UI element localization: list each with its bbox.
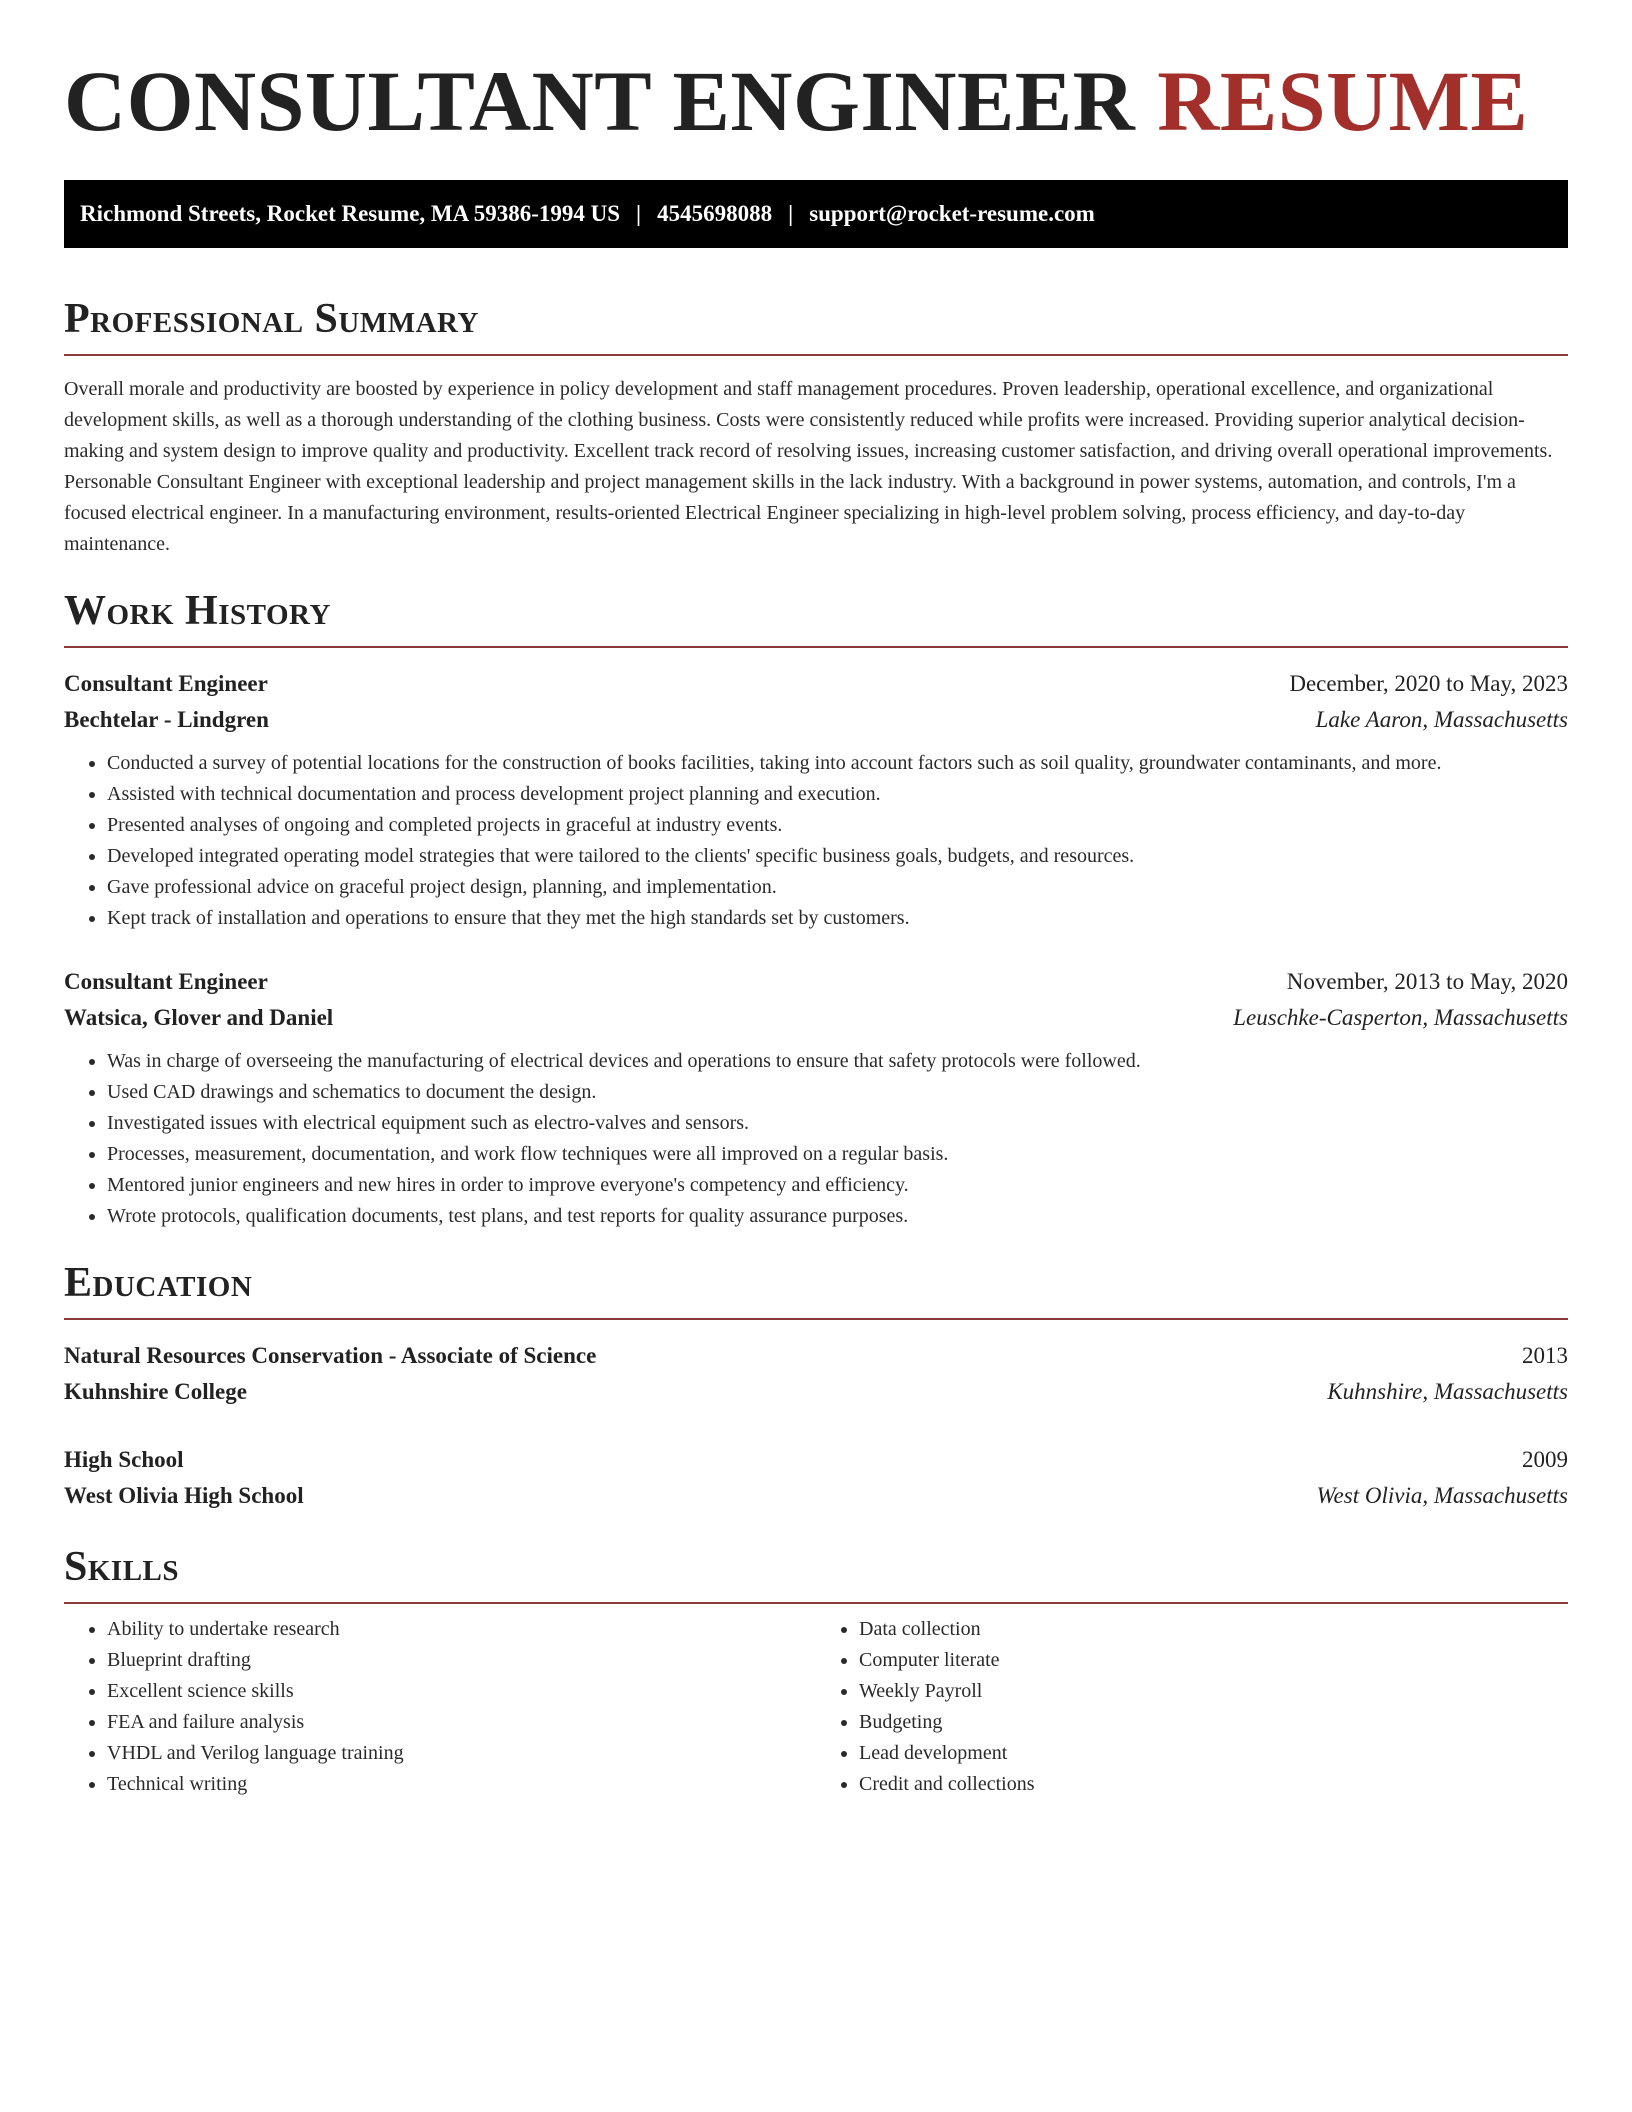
education-school-row — [64, 1478, 1568, 1514]
job-title: Consultant Engineer — [64, 969, 268, 994]
job-company-row — [64, 1000, 1568, 1036]
list-item: • Conducted a survey of potential locations for the construction of books facilities, taking into account factors such as soil quality, groundwater contaminants, and more. — [107, 748, 1568, 779]
skills-section — [64, 1546, 1568, 1800]
contact-separator: | — [788, 201, 794, 226]
list-item: • Data collection — [859, 1614, 1568, 1645]
contact-separator: | — [636, 201, 642, 226]
education-school: Kuhnshire College — [64, 1379, 247, 1404]
education-heading: Education — [64, 1260, 253, 1306]
list-item: • Ability to undertake research — [107, 1614, 816, 1645]
job-entry — [64, 964, 1568, 1232]
list-item: • Excellent science skills — [107, 1676, 816, 1707]
work-history-heading: Work History — [64, 588, 331, 634]
list-item: • Investigated issues with electrical equipment such as electro-valves and sensors. — [107, 1108, 1568, 1139]
education-location: Kuhnshire, Massachusetts — [1327, 1379, 1568, 1404]
job-title: Consultant Engineer — [64, 671, 268, 696]
list-item: • Computer literate — [859, 1645, 1568, 1676]
job-company-row — [64, 702, 1568, 738]
skills-column-left — [64, 1614, 816, 1800]
job-dates: November, 2013 to May, 2020 — [1286, 969, 1568, 994]
section-divider — [64, 1318, 1568, 1320]
contact-bar — [64, 180, 1568, 248]
title-main: CONSULTANT ENGINEER — [64, 53, 1136, 149]
list-item: • FEA and failure analysis — [107, 1707, 816, 1738]
summary-heading: Professional Summary — [64, 296, 479, 342]
job-entry — [64, 666, 1568, 934]
list-item: • Used CAD drawings and schematics to document the design. — [107, 1077, 1568, 1108]
job-bullets — [64, 1046, 1568, 1232]
resume-title — [64, 53, 1568, 149]
education-degree-row — [64, 1338, 1568, 1374]
skills-heading: Skills — [64, 1544, 180, 1590]
job-company: Watsica, Glover and Daniel — [64, 1005, 334, 1030]
skills-list — [64, 1614, 816, 1800]
education-degree: Natural Resources Conservation - Associate of Science — [64, 1343, 597, 1368]
summary-section — [64, 298, 1568, 560]
list-item: • Processes, measurement, documentation, and work flow techniques were all improved on a regular basis. — [107, 1139, 1568, 1170]
education-location: West Olivia, Massachusetts — [1316, 1483, 1568, 1508]
list-item: • Blueprint drafting — [107, 1645, 816, 1676]
section-divider — [64, 646, 1568, 648]
list-item: • Lead development — [859, 1738, 1568, 1769]
education-entry — [64, 1442, 1568, 1514]
contact-phone: 4545698088 — [657, 201, 773, 226]
job-bullets — [64, 748, 1568, 934]
education-degree-row — [64, 1442, 1568, 1478]
list-item: • Weekly Payroll — [859, 1676, 1568, 1707]
skills-column-right — [816, 1614, 1568, 1800]
job-location: Lake Aaron, Massachusetts — [1315, 707, 1568, 732]
list-item: • Gave professional advice on graceful project design, planning, and implementation. — [107, 872, 1568, 903]
list-item: • Was in charge of overseeing the manufacturing of electrical devices and operations to ensure that safety protocols were followed. — [107, 1046, 1568, 1077]
job-location: Leuschke-Casperton, Massachusetts — [1233, 1005, 1568, 1030]
section-divider — [64, 1602, 1568, 1604]
list-item: • Credit and collections — [859, 1769, 1568, 1800]
list-item: • VHDL and Verilog language training — [107, 1738, 816, 1769]
contact-address: Richmond Streets, Rocket Resume, MA 59386-1994 US — [80, 201, 621, 226]
title-accent: RESUME — [1157, 53, 1529, 149]
list-item: • Mentored junior engineers and new hires in order to improve everyone's competency and efficiency. — [107, 1170, 1568, 1201]
section-divider — [64, 354, 1568, 356]
job-dates: December, 2020 to May, 2023 — [1289, 671, 1568, 696]
skills-grid — [64, 1614, 1568, 1800]
list-item: • Budgeting — [859, 1707, 1568, 1738]
list-item: • Assisted with technical documentation and process development project planning and execution. — [107, 779, 1568, 810]
list-item: • Kept track of installation and operations to ensure that they met the high standards set by customers. — [107, 903, 1568, 934]
education-degree: High School — [64, 1447, 184, 1472]
education-school-row — [64, 1374, 1568, 1410]
contact-email: support@rocket-resume.com — [809, 201, 1095, 226]
education-year: 2013 — [1522, 1343, 1568, 1368]
list-item: • Presented analyses of ongoing and completed projects in graceful at industry events. — [107, 810, 1568, 841]
list-item: • Developed integrated operating model strategies that were tailored to the clients' specific business goals, budgets, and resources. — [107, 841, 1568, 872]
summary-text: Overall morale and productivity are boosted by experience in policy development and staff management procedures. Proven leadership, operational excellence, and organizational development skills, as well as a thorough understanding of the clothing business. Costs were consistently reduced while profits were increased. Providing superior analytical decision-making and system design to improve quality and productivity. Excellent track record of resolving issues, increasing customer satisfaction, and driving overall operational improvements. Personable Consultant Engineer with exceptional leadership and project management skills in the lack industry. With a background in power systems, automation, and controls, I'm a focused electrical engineer. In a manufacturing environment, results-oriented Electrical Engineer specializing in high-level problem solving, process efficiency, and day-to-day maintenance. — [64, 378, 1553, 555]
job-company: Bechtelar - Lindgren — [64, 707, 269, 732]
education-year: 2009 — [1522, 1447, 1568, 1472]
education-entry — [64, 1338, 1568, 1410]
list-item: • Technical writing — [107, 1769, 816, 1800]
list-item: • Wrote protocols, qualification documents, test plans, and test reports for quality assurance purposes. — [107, 1201, 1568, 1232]
job-header-row — [64, 964, 1568, 1000]
skills-list — [816, 1614, 1568, 1800]
education-section — [64, 1262, 1568, 1514]
education-school: West Olivia High School — [64, 1483, 304, 1508]
job-header-row — [64, 666, 1568, 702]
work-history-section — [64, 590, 1568, 1232]
